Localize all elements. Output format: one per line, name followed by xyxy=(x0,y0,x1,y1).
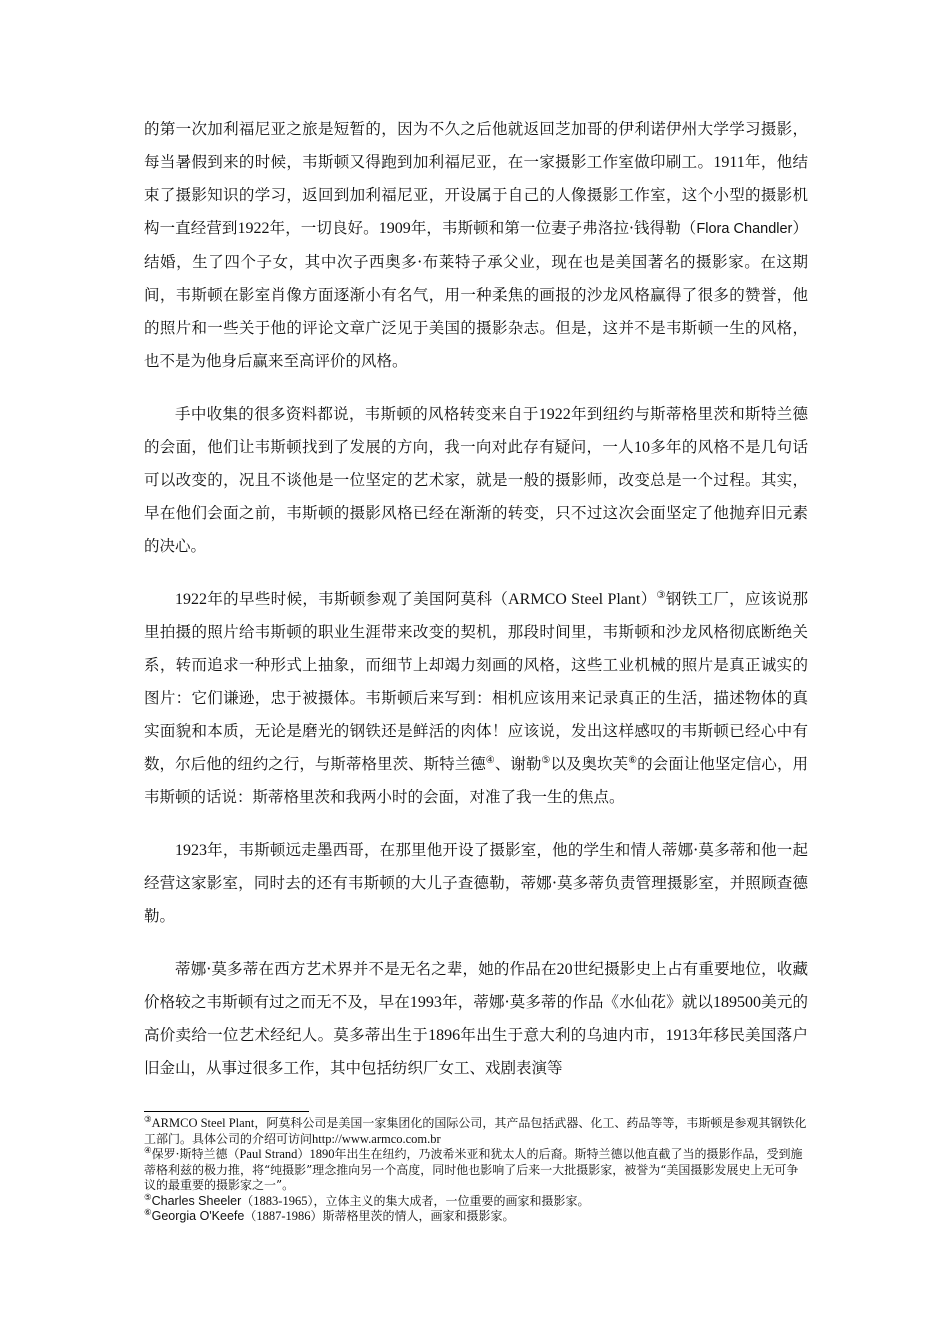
text-run: 保罗·斯特兰德（ xyxy=(151,1147,240,1161)
text-run: 年出生于意大利的乌迪内市， xyxy=(460,1026,666,1044)
text-run: 的第一次加利福尼亚之旅是短暂的，因为不久之后他就返回芝加哥的伊利诺伊州大学学习摄影，每当暑假到来的时候，韦斯顿又得跑到加利福尼亚，在一家摄影工作室做印刷工。 xyxy=(144,120,808,171)
text-run: 的会面让他坚定信心，用韦斯顿的话说：斯蒂格里茨和我两小时的会面，对准了我一生的焦点。 xyxy=(144,755,808,806)
text-run: 年，他结束了摄影知识的学习，返回到加利福尼亚，开设属于自己的人像摄影工作室，这个小型的摄影机构一直经营到 xyxy=(144,153,808,237)
text-run: 1890 xyxy=(309,1147,335,1161)
text-run: 年，韦斯顿远走墨西哥，在那里他开设了摄影室，他的学生和情人蒂娜·莫多蒂和他一起经营这家影室，同时去的还有韦斯顿的大儿子查德勒，蒂娜·莫多蒂负责管理摄影室，并照顾查德勒。 xyxy=(144,841,808,925)
paragraph-2 xyxy=(144,398,808,563)
footnote-ref-6: ⑥ xyxy=(628,754,638,766)
text-run: 手中收集的很多资料都说，韦斯顿的风格转变来自于 xyxy=(175,405,539,423)
text-run: ARMCO Steel Plant xyxy=(151,1116,255,1130)
text-run: Paul Strand xyxy=(239,1147,298,1161)
text-run: （ xyxy=(241,1193,254,1208)
text-run: 1883-1965 xyxy=(253,1193,308,1208)
text-run: 1896 xyxy=(428,1027,461,1044)
footnote-marker: ③ xyxy=(144,1115,152,1125)
body-text xyxy=(144,113,808,1085)
text-run: ）斯蒂格里茨的情人，画家和摄影家。 xyxy=(310,1209,515,1223)
text-run: ） xyxy=(297,1147,310,1161)
text-run: 1923 xyxy=(175,842,207,859)
text-run: 年，蒂娜·莫多蒂的作品《水仙花》就以 xyxy=(441,993,714,1011)
text-run: ，阿莫科公司是美国一家集团化的国际公司，其产品包括武器、化工、药品等等，韦斯顿是参观其钢铁化工部门。具体公司的介绍可访问 xyxy=(144,1116,807,1146)
text-run: Georgia O'Keefe xyxy=(151,1209,245,1223)
paragraph-5 xyxy=(144,953,808,1085)
footnote-6 xyxy=(144,1209,808,1225)
footnote-ref-4: ④ xyxy=(485,754,495,766)
text-run: ），立体主义的集大成者，一位重要的画家和摄影家。 xyxy=(307,1193,590,1208)
footnote-4 xyxy=(144,1147,808,1194)
text-run: 年到纽约与斯蒂格里茨和斯特兰德的会面，他们让韦斯顿找到了发展的方向，我一向对此存有疑问，一人 xyxy=(144,405,808,456)
footnote-marker: ⑤ xyxy=(144,1192,152,1203)
text-run: 1913 xyxy=(665,1027,698,1044)
footnote-marker: ⑥ xyxy=(144,1208,152,1218)
footnote-ref-3: ③ xyxy=(656,589,666,601)
text-run: Charles Sheeler xyxy=(151,1193,242,1208)
text-run: （ xyxy=(244,1209,257,1223)
text-run: 189500 xyxy=(713,994,762,1011)
paragraph-1 xyxy=(144,113,808,378)
text-run: 1922 xyxy=(538,406,571,423)
text-run: 1922 xyxy=(237,220,270,237)
paragraph-4 xyxy=(144,834,808,933)
text-run: 年的早些时候，韦斯顿参观了美国阿莫科（ xyxy=(207,590,509,608)
text-run: 10 xyxy=(633,439,650,456)
text-run: ARMCO Steel Plant xyxy=(508,591,641,608)
text-run: 、谢勒 xyxy=(494,755,542,773)
paragraph-3 xyxy=(144,583,808,814)
text-run: 年，韦斯顿和第一位妻子弗洛拉·钱得勒（ xyxy=(410,219,697,237)
text-run: 20 xyxy=(556,961,573,978)
text-run: 美元的高价卖给一位艺术经纪人。莫多蒂出生于 xyxy=(144,993,808,1044)
text-run: 1909 xyxy=(378,220,411,237)
footnote-ref-5: ⑤ xyxy=(541,754,551,766)
text-run: 钢铁工厂，应该说那里拍摄的照片给韦斯顿的职业生涯带来改变的契机，那段时间里，韦斯顿和沙龙风格彻底断绝关系，转而追求一种形式上抽象，而细节上却竭力刻画的风格，这些工业机械的照片是真正诚实的图片：它们谦逊，忠于被摄体。韦斯顿后来写到：相机应该用来记录真正的生活，描述物体的真实面貌和本质，无论是磨光的钢铁还是鲜活的肉体！应该说，发出这样感叹的韦斯顿已经心中有数，尔后他的纽约之行，与斯蒂格里茨、斯特兰德 xyxy=(144,590,808,773)
text-run: 以及奥坎芙 xyxy=(550,755,629,773)
text-run: ） xyxy=(640,590,657,608)
footnote-separator xyxy=(144,1111,309,1112)
text-run: 年出生在纽约，乃波希米亚和犹太人的后裔。斯特兰德以他直截了当的摄影作品，受到施蒂格利兹的极力推，将“纯摄影”理念推向另一个高度，同时他也影响了后来一大批摄影家，被誉为“美国摄影发展史上无可争议的最重要的摄影家之一”。 xyxy=(144,1147,803,1192)
footnote-link: http://www.armco.com.br xyxy=(312,1131,441,1146)
text-run: 1922 xyxy=(175,591,207,608)
text-run: 1993 xyxy=(409,994,442,1011)
text-run: 1911 xyxy=(713,154,745,171)
text-run: 蒂娜·莫多蒂在西方艺术界并不是无名之辈，她的作品在 xyxy=(175,960,557,978)
text-run: 年移民美国落户旧金山，从事过很多工作，其中包括纺织厂女工、戏剧表演等 xyxy=(144,1026,808,1077)
text-run: Flora Chandler xyxy=(696,221,793,237)
text-run: 多年的风格不是几句话可以改变的，况且不谈他是一位坚定的艺术家，就是一般的摄影师，改变总是一个过程。其实，早在他们会面之前，韦斯顿的摄影风格已经在渐渐的转变，只不过这次会面坚定了他抛弃旧元素的决心。 xyxy=(144,438,808,555)
footnote-5 xyxy=(144,1194,808,1210)
footnote-marker: ④ xyxy=(144,1146,152,1156)
text-run: 世纪摄影史上占有重要地位，收藏价格较之韦斯顿有过之而无不及，早在 xyxy=(144,960,808,1011)
text-run: 年，一切良好。 xyxy=(269,219,379,237)
footnote-3 xyxy=(144,1116,808,1147)
text-run: ）结婚，生了四个子女，其中次子西奥多·布莱特子承父业，现在也是美国著名的摄影家。在这期间，韦斯顿在影室肖像方面逐渐小有名气，用一种柔焦的画报的沙龙风格赢得了很多的赞誉，他的照片和一些关于他的评论文章广泛见于美国的摄影杂志。但是，这并不是韦斯顿一生的风格，也不是为他身后赢来至高评价的风格。 xyxy=(144,219,808,370)
text-run: 1887-1986 xyxy=(256,1209,311,1223)
footnotes xyxy=(144,1116,808,1225)
